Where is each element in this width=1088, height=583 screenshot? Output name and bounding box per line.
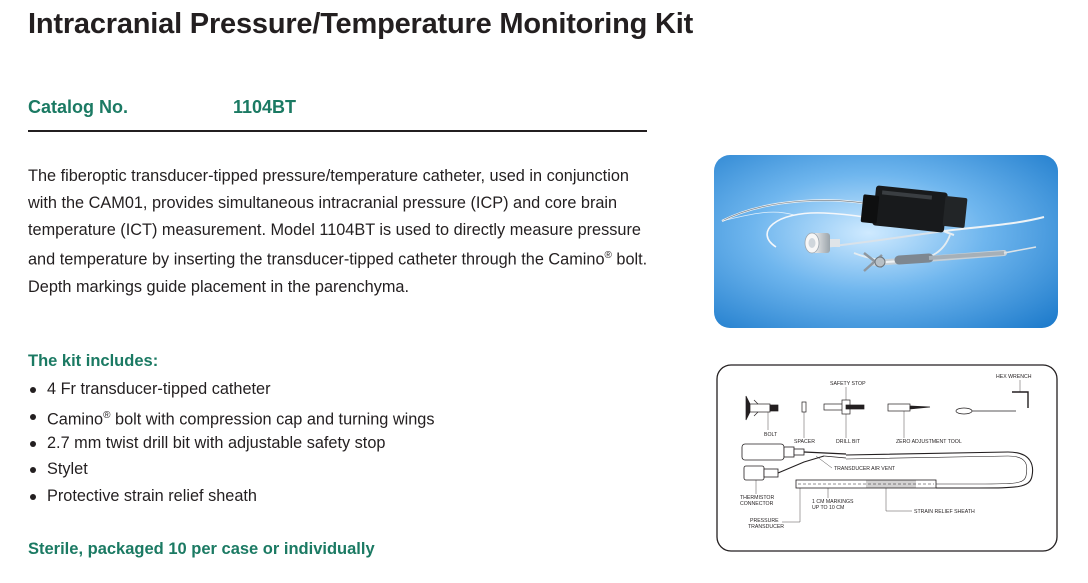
bullet-icon xyxy=(30,441,36,447)
label-thermistor-2: CONNECTOR xyxy=(740,501,774,507)
list-item: Protective strain relief sheath xyxy=(28,483,434,510)
bullet-icon xyxy=(30,414,36,420)
kit-diagram-image xyxy=(716,364,1058,552)
label-spacer: SPACER xyxy=(794,439,815,445)
product-photo-image xyxy=(714,155,1058,328)
label-air-vent: TRANSDUCER AIR VENT xyxy=(834,466,896,472)
description-text-1: The fiberoptic transducer-tipped pressure/temperature catheter, used in conjunction with the CAM01, provides simultaneous intracranial pressure (ICP) and core brain temperature (ICT) measurement. Model 1104BT is used to directly measure pressure and temperature by inserting the transducer-tipped catheter through the Camino xyxy=(28,167,641,269)
divider-rule xyxy=(28,130,647,132)
bullet-icon xyxy=(30,494,36,500)
kit-diagram xyxy=(716,364,1058,552)
product-description xyxy=(28,163,653,300)
catalog-number: 1104BT xyxy=(233,97,297,117)
list-item: 4 Fr transducer-tipped catheter xyxy=(28,376,434,403)
label-bolt: BOLT xyxy=(764,432,778,438)
bullet-icon xyxy=(30,467,36,473)
sterile-note: Sterile, packaged 10 per case or individually xyxy=(28,540,375,558)
bullet-icon xyxy=(30,387,36,393)
label-safety-stop: SAFETY STOP xyxy=(830,381,866,387)
label-hex-wrench: HEX WRENCH xyxy=(996,374,1032,380)
registered-mark: ® xyxy=(103,409,111,421)
kit-list xyxy=(28,376,434,510)
product-photo xyxy=(714,155,1058,328)
label-pressure-1: PRESSURE xyxy=(750,518,779,524)
label-markings-2: UP TO 10 CM xyxy=(812,505,845,511)
spacer-icon xyxy=(802,402,806,412)
page-title: Intracranial Pressure/Temperature Monitoring Kit xyxy=(28,8,694,40)
list-item: 2.7 mm twist drill bit with adjustable safety stop xyxy=(28,430,434,457)
kit-heading: The kit includes: xyxy=(28,352,159,370)
label-thermistor-1: THERMISTOR xyxy=(740,495,775,501)
label-strain-sheath: STRAIN RELIEF SHEATH xyxy=(914,509,975,515)
label-markings-1: 1 CM MARKINGS xyxy=(812,499,854,505)
catalog-label: Catalog No. xyxy=(28,97,129,117)
label-pressure-2: TRANSDUCER xyxy=(748,524,785,530)
label-zero-tool: ZERO ADJUSTMENT TOOL xyxy=(896,439,962,445)
registered-mark: ® xyxy=(604,250,612,262)
list-item: Camino® bolt with compression cap and turning wings xyxy=(28,403,434,430)
description-text-2: bolt. Depth markings guide placement in the parenchyma. xyxy=(28,250,648,296)
label-drill-bit: DRILL BIT xyxy=(836,439,861,445)
list-item: Stylet xyxy=(28,456,434,483)
